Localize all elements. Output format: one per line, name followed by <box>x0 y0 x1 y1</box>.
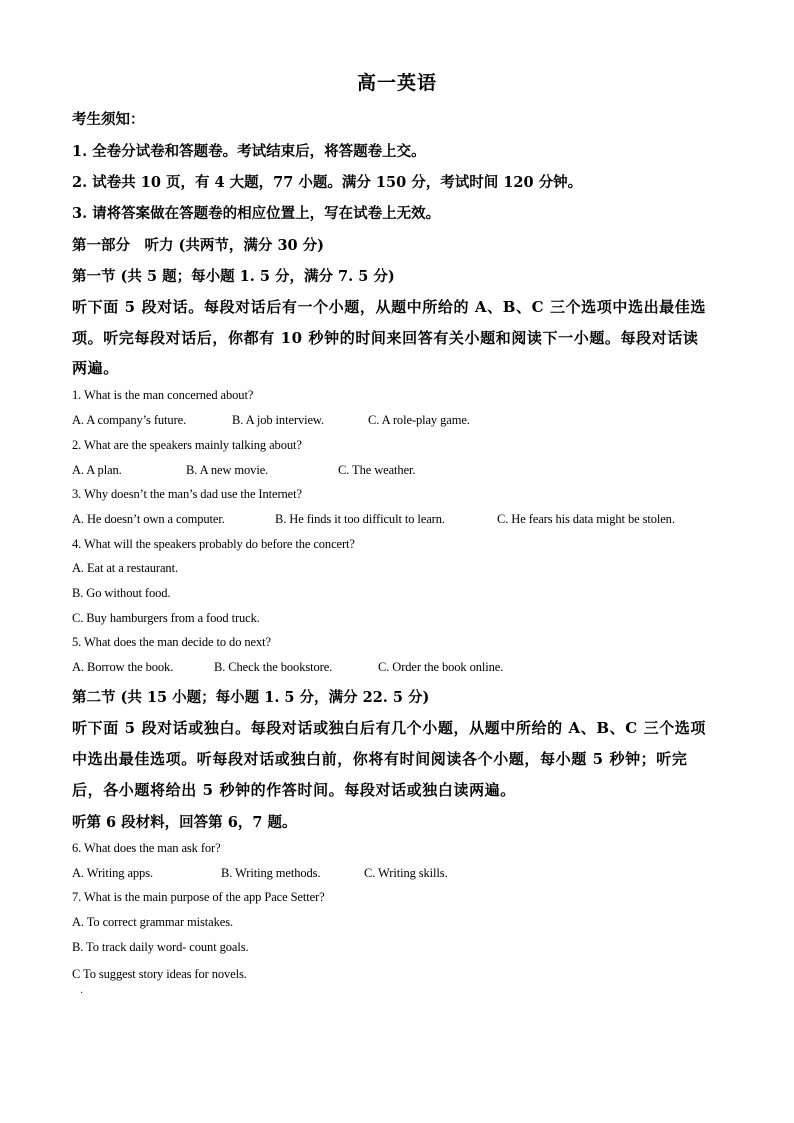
q3-option-b: B. He finds it too difficult to learn. <box>275 512 445 526</box>
q1-option-c: C. A role-play game. <box>368 413 470 427</box>
q7-option-b: B. To track daily word- count goals. <box>72 940 249 954</box>
q4-option-a: A. Eat at a restaurant. <box>72 561 178 575</box>
question-5: 5. What does the man decide to do next? <box>72 635 271 649</box>
question-2: 2. What are the speakers mainly talking about? <box>72 438 302 452</box>
q6-option-c: C. Writing skills. <box>364 866 448 880</box>
section2-instructions-line: 后，各小题将给出 5 秒钟的作答时间。每段对话或独白读两遍。 <box>72 781 516 799</box>
notice-item: 2. 试卷共 10 页，有 4 大题，77 小题。满分 150 分，考试时间 120 分钟。 <box>72 174 583 191</box>
notice-item: 1. 全卷分试卷和答题卷。考试结束后，将答题卷上交。 <box>72 143 426 160</box>
question-3: 3. Why doesn’t the man’s dad use the Internet? <box>72 487 302 501</box>
question-6: 6. What does the man ask for? <box>72 841 221 855</box>
q3-option-a: A. He doesn’t own a computer. <box>72 512 225 526</box>
part1-heading: 第一部分 听力 (共两节，满分 30 分) <box>72 237 325 254</box>
q4-option-b: B. Go without food. <box>72 586 171 600</box>
q5-option-a: A. Borrow the book. <box>72 660 174 674</box>
q2-option-c: C. The weather. <box>338 463 416 477</box>
q5-option-c: C. Order the book online. <box>378 660 504 674</box>
section2-instructions-line: 中选出最佳选项。听每段对话或独白前，你将有时间阅读各个小题，每小题 5 秒钟；听完 <box>72 750 688 768</box>
section2-heading: 第二节 (共 15 小题；每小题 1. 5 分，满分 22. 5 分) <box>72 689 430 706</box>
section2-instructions-line: 听下面 5 段对话或独白。每段对话或独白后有几个小题，从题中所给的 A、B、C 三个选项 <box>72 719 706 737</box>
q7-option-c: C To suggest story ideas for novels. <box>72 967 247 981</box>
q1-option-b: B. A job interview. <box>232 413 325 427</box>
question-7: 7. What is the main purpose of the app Pace Setter? <box>72 890 325 904</box>
q3-option-c: C. He fears his data might be stolen. <box>497 512 675 526</box>
section1-instructions-line: 项。听完每段对话后，你都有 10 秒钟的时间来回答有关小题和阅读下一小题。每段对话读 <box>72 329 699 347</box>
section1-instructions-line: 听下面 5 段对话。每段对话后有一个小题，从题中所给的 A、B、C 三个选项中选出最佳选 <box>72 298 706 316</box>
notice-item: 3. 请将答案做在答题卷的相应位置上，写在试卷上无效。 <box>72 205 441 222</box>
q2-option-b: B. A new movie. <box>186 463 269 477</box>
page-title: 高一英语 <box>356 72 437 94</box>
q1-option-a: A. A company’s future. <box>72 413 187 427</box>
section1-instructions-line: 两遍。 <box>72 359 119 377</box>
q7-option-a: A. To correct grammar mistakes. <box>72 915 234 929</box>
footer-mark: · <box>80 988 84 999</box>
q6-option-b: B. Writing methods. <box>221 866 321 880</box>
notice-heading: 考生须知： <box>72 111 145 128</box>
q5-option-b: B. Check the bookstore. <box>214 660 333 674</box>
q4-option-c: C. Buy hamburgers from a food truck. <box>72 611 260 625</box>
q6-option-a: A. Writing apps. <box>72 866 153 880</box>
question-1: 1. What is the man concerned about? <box>72 388 254 402</box>
q2-option-a: A. A plan. <box>72 463 122 477</box>
section2-subheading: 听第 6 段材料，回答第 6，7 题。 <box>72 814 297 831</box>
question-4: 4. What will the speakers probably do before the concert? <box>72 537 355 551</box>
section1-heading: 第一节 (共 5 题；每小题 1. 5 分，满分 7. 5 分) <box>72 268 395 285</box>
